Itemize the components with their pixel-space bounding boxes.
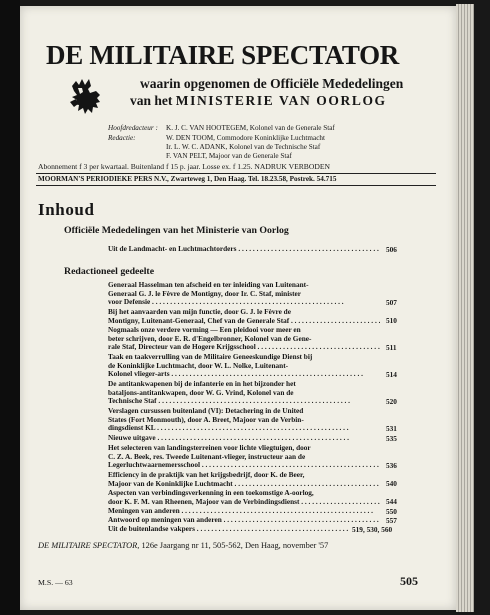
staff-value: K. J. C. VAN HOOTEGEM, Kolonel van de Generale Staf (166, 124, 335, 132)
toc-entry: De antitankwapenen bij de infanterie en in het bijzonder het bataljons-antitankwapen, door W. G. Vrind, Kolonel van de Technische Staf . . . (108, 380, 380, 406)
toc-page: 536 (386, 461, 397, 470)
toc-entry: Uit de Landmacht- en Luchtmachtorders . . . (108, 245, 380, 254)
toc-entry: Bij het aanvaarden van mijn functie, door G. J. le Fèvre de Montigny, Luitenant-Generaal, Chef van de Generale Staf . . . (108, 308, 380, 325)
toc-page: 544 (386, 497, 397, 506)
toc-page: 507 (386, 298, 397, 307)
toc-page: 531 (386, 424, 397, 433)
page-number: 505 (400, 574, 418, 588)
toc-page: 535 (386, 434, 397, 443)
subtitle-ministry: MINISTERIE VAN OORLOG (175, 93, 387, 108)
staff-label: Redactie: (108, 134, 136, 142)
publisher-line: MOORMAN'S PERIODIEKE PERS N.V., Zwarteweg 1, Den Haag. Tel. 18.23.58, Postrek. 54.715 (38, 175, 337, 183)
toc-entry: Verslagen cursussen buitenland (VI): Detachering in de United States (Fort Monmouth), door A. Breet, Majoor van de Verbin- dingsdienst KL . . . (108, 407, 380, 433)
toc-page: 514 (386, 370, 397, 379)
masthead-subtitle-1: waarin opgenomen de Officiële Mededelingen (140, 76, 404, 91)
footer-issue: 126e Jaargang nr 11, 505-562, Den Haag, november '57 (141, 541, 329, 550)
staff-value: Ir. L. W. C. ADANK, Kolonel van de Technische Staf (166, 143, 321, 151)
lion-crest-icon (66, 76, 108, 118)
toc-entry: Nogmaals onze verdere vorming — Een pleidooi voor meer en beter schrijven, door E. R. d'Engelbronner, Kolonel van de Gene- rale Staf, Directeur van de Hogere Krijgsschool . . . (108, 326, 380, 352)
section-official-heading: Officiële Mededelingen van het Ministerie van Oorlog (64, 225, 289, 236)
divider (36, 185, 436, 186)
toc-page: 540 (386, 479, 397, 488)
toc-page: 510 (386, 316, 397, 325)
toc-page: 550 (386, 507, 397, 516)
toc-entry: Antwoord op meningen van anderen . . . (108, 516, 380, 525)
toc-page: 511 (386, 343, 397, 352)
toc-entry: Nieuwe uitgave . . . (108, 434, 380, 443)
subtitle-prefix: van het (130, 93, 173, 108)
toc-entry: Het selecteren van landingsterreinen voor lichte vliegtuigen, door C. Z. A. Beek, res. Tweede Luitenant-vlieger, instructeur aan de Legerluchtwaarnemersschool . . . (108, 444, 380, 470)
staff-value: W. DEN TOOM, Commodore Koninklijke Luchtmacht (166, 134, 325, 142)
masthead-title: DE MILITAIRE SPECTATOR (46, 40, 399, 70)
editorial-staff (108, 124, 438, 162)
footer-citation (38, 541, 328, 550)
subscription-line: Abonnement f 3 per kwartaal. Buitenland f 15 p. jaar. Losse ex. f 1.25. NADRUK VERBODEN (38, 162, 330, 171)
binding-gutter (0, 0, 20, 615)
staff-label: Hoofdredacteur : (108, 124, 158, 132)
toc-entry: Generaal Hasselman ten afscheid en ter inleiding van Luitenant- Generaal G. J. le Fèvre de Montigny, door Ir. C. Staf, minister voor Defensie . . . (108, 281, 380, 307)
signature-mark: M.S. — 63 (38, 578, 73, 587)
page-edges (456, 4, 474, 612)
toc-page: 557 (386, 516, 397, 525)
toc-page: 506 (386, 245, 397, 254)
footer-journal: DE MILITAIRE SPECTATOR, (38, 541, 140, 550)
divider (36, 173, 436, 174)
contents-heading: Inhoud (38, 200, 95, 219)
toc-page: 519, 530, 560 (352, 525, 393, 534)
toc-entry: Aspecten van verbindingsverkenning in een toekomstige A-oorlog, door K. F. M. van Rheenen, Majoor van de Verbindingsdienst . . . (108, 489, 380, 506)
toc-page: 520 (386, 397, 397, 406)
toc-entry: Taak en taakverrulling van de Militaire Geneeskundige Dienst bij de Koninklijke Luchtmacht, door W. L. Nolke, Luitenant- Kolonel vlieger-arts . . . (108, 353, 380, 379)
masthead-subtitle-2 (130, 93, 387, 109)
staff-value: F. VAN PELT, Majoor van de Generale Staf (166, 152, 292, 160)
toc-entry: Uit de buitenlandse vakpers . . . (108, 525, 348, 534)
section-editorial-heading: Redactioneel gedeelte (64, 266, 155, 277)
toc-entry: Meningen van anderen . . . (108, 507, 380, 516)
toc-entry: Efficiency in de praktijk van het krijgsbedrijf, door K. de Beer, Majoor van de Koninklijke Luchtmacht . . . (108, 471, 380, 488)
